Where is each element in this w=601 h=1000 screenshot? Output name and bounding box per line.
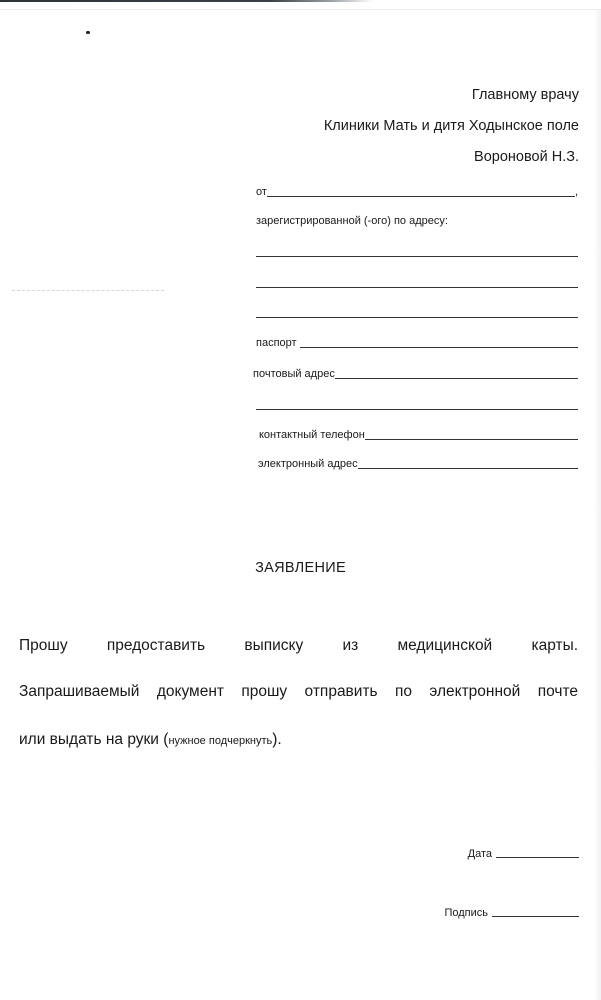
document-title: ЗАЯВЛЕНИЕ bbox=[255, 560, 346, 576]
address-input-line[interactable] bbox=[256, 246, 578, 257]
registered-address-line-3[interactable] bbox=[256, 304, 578, 320]
body-word: из bbox=[342, 637, 359, 654]
from-label: от bbox=[256, 186, 267, 198]
registered-address-label-row bbox=[256, 212, 578, 228]
body-word: предоставить bbox=[106, 637, 206, 654]
delivery-options: или выдать на руки ( bbox=[19, 731, 169, 748]
address-input-line[interactable] bbox=[256, 307, 578, 318]
passport-input-line[interactable] bbox=[300, 337, 578, 348]
passport-field[interactable] bbox=[256, 334, 578, 350]
request-line-1 bbox=[19, 637, 578, 655]
postal-address-field[interactable] bbox=[253, 365, 578, 381]
signature-field[interactable] bbox=[444, 906, 579, 919]
email-input-line[interactable] bbox=[358, 458, 578, 469]
scan-speck bbox=[86, 31, 90, 34]
body-word: медицинской bbox=[397, 637, 493, 654]
phone-input-line[interactable] bbox=[365, 429, 578, 440]
body-word: выписку bbox=[244, 637, 304, 654]
date-label: Дата bbox=[467, 848, 492, 860]
signature-input-line[interactable] bbox=[492, 906, 579, 917]
phone-field[interactable] bbox=[259, 426, 578, 442]
addressee-clinic: Клиники Мать и дитя Ходынское поле bbox=[323, 118, 579, 134]
registered-address-label: зарегистрированной (-ого) по адресу: bbox=[256, 215, 448, 227]
postal-address-input-line[interactable] bbox=[256, 399, 578, 410]
signature-label: Подпись bbox=[444, 907, 488, 919]
scan-right-shadow bbox=[594, 10, 601, 1000]
registered-address-line-1[interactable] bbox=[256, 243, 578, 259]
addressee-block bbox=[324, 80, 579, 173]
email-field[interactable] bbox=[258, 455, 578, 471]
body-word: карты. bbox=[531, 637, 579, 654]
postal-address-label: почтовый адрес bbox=[253, 368, 335, 380]
from-input-line[interactable] bbox=[267, 186, 575, 197]
postal-address-line-2[interactable] bbox=[256, 396, 578, 412]
addressee-position: Главному врачу bbox=[471, 87, 579, 103]
passport-label: паспорт bbox=[256, 337, 297, 349]
addressee-name: Вороновой Н.З. bbox=[474, 149, 579, 165]
date-field[interactable] bbox=[468, 847, 579, 860]
line-end: ). bbox=[272, 731, 282, 748]
date-input-line[interactable] bbox=[496, 847, 579, 858]
body-word: Прошу bbox=[19, 637, 68, 654]
scan-page-edge bbox=[0, 9, 601, 10]
postal-address-input-line[interactable] bbox=[335, 368, 578, 379]
registered-address-line-2[interactable] bbox=[256, 274, 578, 290]
address-input-line[interactable] bbox=[256, 277, 578, 288]
underline-note: нужное подчеркнуть bbox=[168, 735, 273, 747]
faint-scan-line bbox=[12, 290, 164, 291]
comma: , bbox=[574, 186, 578, 198]
phone-label: контактный телефон bbox=[259, 429, 365, 441]
email-label: электронный адрес bbox=[258, 458, 358, 470]
request-line-2: Запрашиваемый документ прошу отправить по электронной почте bbox=[19, 683, 578, 700]
request-line-3 bbox=[19, 731, 578, 749]
scan-top-edge bbox=[0, 0, 601, 2]
from-field[interactable] bbox=[256, 183, 578, 199]
